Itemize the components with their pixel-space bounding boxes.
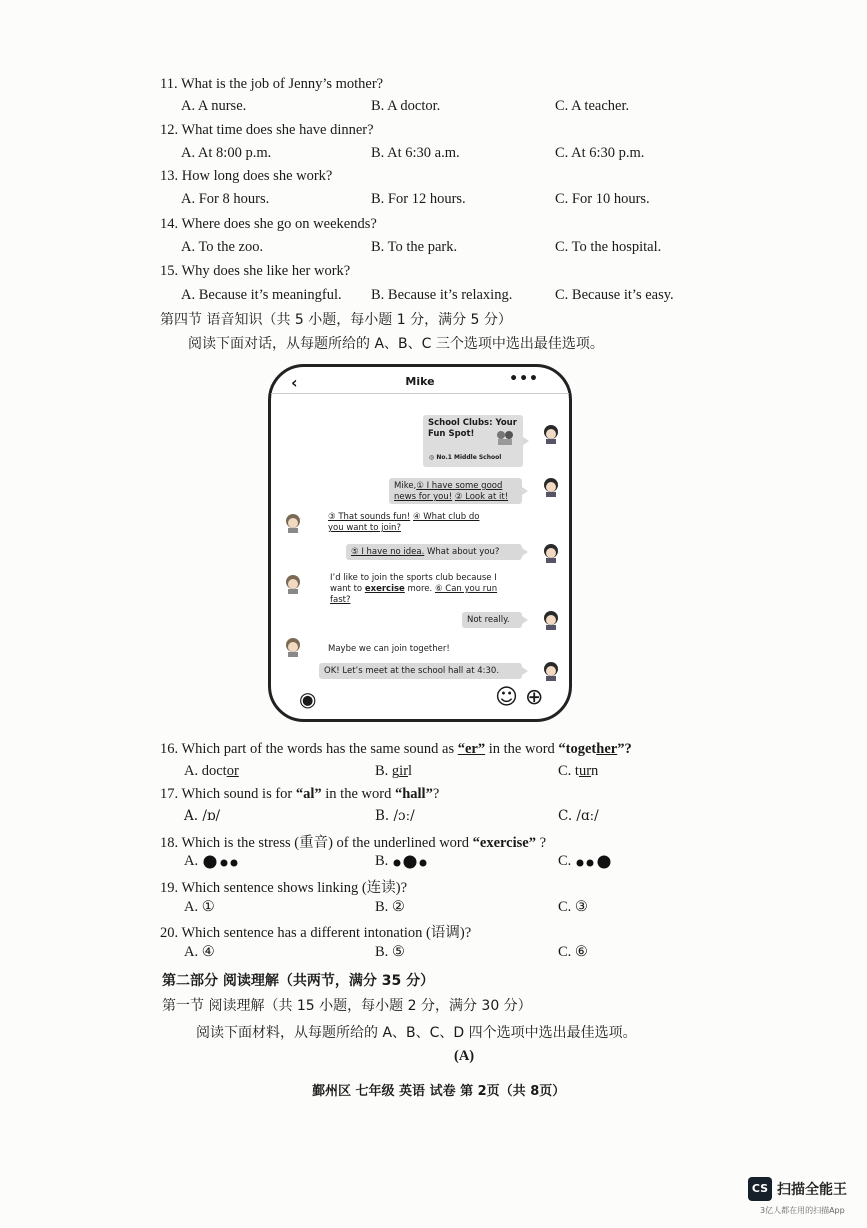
avatar-mike [283, 574, 303, 594]
q13-option-c: C. For 10 hours. [555, 191, 650, 207]
avatar-mike [283, 513, 303, 533]
section1-instruction: 阅读下面材料，从每题所给的 A、B、C、D 四个选项中选出最佳选项。 [196, 1025, 637, 1041]
add-icon[interactable]: ⊕ [525, 685, 544, 710]
question-13: 13. How long does she work? [160, 168, 333, 184]
q12-option-a: A. At 8:00 p.m. [181, 145, 272, 161]
stress-pattern-small-small-big [575, 855, 615, 869]
card-title-line1: School Clubs: Your [428, 418, 517, 428]
message-4: I’d like to join the sports club because I want to exercise more. ⑥ Can you run fast? [330, 573, 498, 605]
passage-label: (A) [454, 1048, 475, 1064]
question-17: 17. Which sound is for “al” in the word “hall”? [160, 786, 440, 802]
section1-heading: 第一节 阅读理解（共 15 小题，每小题 2 分，满分 30 分） [162, 998, 532, 1014]
voice-icon[interactable]: ◉ [299, 687, 317, 711]
camscanner-logo: CS [748, 1177, 772, 1201]
header-divider [271, 393, 569, 394]
message-5: Not really. [462, 612, 522, 628]
question-12: 12. What time does she have dinner? [160, 122, 374, 138]
q20-option-c: C. ⑥ [558, 944, 588, 960]
message-6: Maybe we can join together! [328, 644, 450, 654]
q14-option-c: C. To the hospital. [555, 239, 662, 255]
q13-option-a: A. For 8 hours. [181, 191, 270, 207]
q19-option-b: B. ② [375, 899, 405, 915]
avatar-mike [283, 637, 303, 657]
avatar-you [541, 424, 561, 444]
question-18: 18. Which is the stress (重音) of the underlined word “exercise” ? [160, 835, 547, 851]
stress-pattern-small-big-small [392, 855, 432, 869]
part2-heading: 第二部分 阅读理解（共两节，满分 35 分） [162, 973, 435, 989]
page-footer: 鄞州区 七年级 英语 试卷 第 2页（共 8页） [312, 1084, 566, 1099]
q20-option-a: A. ④ [184, 944, 215, 960]
q11-option-c: C. A teacher. [555, 98, 630, 114]
q17-option-b: B. /ɔː/ [375, 808, 415, 824]
q16-option-a: A. doctor [184, 763, 239, 779]
stress-pattern-big-small-small [202, 855, 242, 869]
q11-option-a: A. A nurse. [181, 98, 247, 114]
q14-option-b: B. To the park. [371, 239, 458, 255]
q18-option-b: B. [375, 853, 432, 870]
q16-option-b: B. girl [375, 763, 413, 779]
back-arrow-icon: ‹ [291, 373, 298, 392]
club-poster-card [423, 415, 523, 467]
scanner-tagline: 3亿人都在用的扫描App [760, 1206, 845, 1215]
q15-option-c: C. Because it’s easy. [555, 287, 674, 303]
q14-option-a: A. To the zoo. [181, 239, 264, 255]
section4-heading: 第四节 语音知识（共 5 小题，每小题 1 分，满分 5 分） [160, 312, 512, 328]
more-menu-icon: ••• [509, 371, 539, 387]
question-11: 11. What is the job of Jenny’s mother? [160, 76, 384, 92]
message-3: ⑤ I have no idea. What about you? [346, 544, 522, 560]
question-19: 19. Which sentence shows linking (连读)? [160, 880, 408, 896]
question-14: 14. Where does she go on weekends? [160, 216, 377, 232]
chat-title: Mike [405, 375, 435, 388]
avatar-you [541, 543, 561, 563]
avatar-you [541, 661, 561, 681]
cartoon-kids-icon [495, 429, 515, 445]
q16-option-c: C. turn [558, 763, 599, 779]
q15-option-b: B. Because it’s relaxing. [371, 287, 513, 303]
q17-option-a: A. /ɒ/ [184, 808, 221, 824]
q18-option-c: C. [558, 853, 615, 870]
q11-option-b: B. A doctor. [371, 98, 441, 114]
avatar-you [541, 477, 561, 497]
message-2: ③ That sounds fun! ④ What club do you want to join? [328, 512, 480, 533]
q18-option-a: A. [184, 853, 242, 870]
q12-option-b: B. At 6:30 a.m. [371, 145, 460, 161]
card-school: ◎ No.1 Middle School [429, 454, 502, 461]
avatar-you [541, 610, 561, 630]
q19-option-c: C. ③ [558, 899, 588, 915]
q17-option-c: C. /ɑː/ [558, 808, 599, 824]
section4-instruction: 阅读下面对话，从每题所给的 A、B、C 三个选项中选出最佳选项。 [188, 336, 604, 352]
q13-option-b: B. For 12 hours. [371, 191, 466, 207]
q20-option-b: B. ⑤ [375, 944, 405, 960]
q19-option-a: A. ① [184, 899, 215, 915]
card-title-line2: Fun Spot! [428, 429, 475, 439]
message-7: OK! Let’s meet at the school hall at 4:30. [319, 663, 522, 679]
q15-option-a: A. Because it’s meaningful. [181, 287, 342, 303]
scanner-name: 扫描全能王 [777, 1182, 847, 1198]
question-16: 16. Which part of the words has the same sound as “er” in the word “together”? [160, 741, 632, 757]
question-20: 20. Which sentence has a different intonation (语调)? [160, 925, 472, 941]
q12-option-c: C. At 6:30 p.m. [555, 145, 645, 161]
question-15: 15. Why does she like her work? [160, 263, 351, 279]
chat-phone-frame [268, 364, 572, 722]
emoji-icon[interactable]: ☺ [495, 685, 518, 710]
message-1: Mike,① I have some good news for you! ② Look at it! [389, 478, 522, 504]
